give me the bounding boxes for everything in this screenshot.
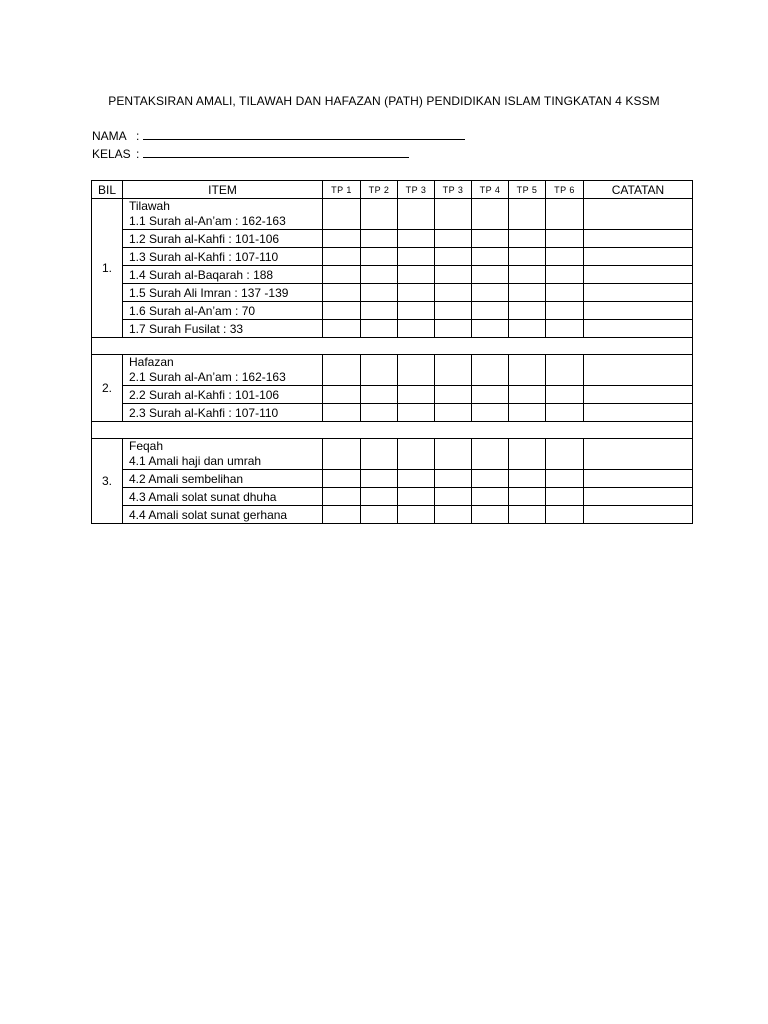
item-cell	[123, 230, 323, 248]
score-cell[interactable]	[398, 355, 435, 386]
score-cell[interactable]	[323, 488, 361, 506]
score-cell[interactable]	[323, 386, 361, 404]
score-cell[interactable]	[361, 470, 398, 488]
score-cell[interactable]	[323, 320, 361, 338]
score-cell[interactable]	[398, 404, 435, 422]
item-label: 1.2 Surah al-Kahfi : 101-106	[129, 231, 280, 246]
table-row	[92, 404, 693, 422]
score-cell[interactable]	[361, 386, 398, 404]
nama-label: NAMA	[92, 129, 127, 143]
item-label: 1.3 Surah al-Kahfi : 107-110	[129, 249, 279, 264]
section-heading: Feqah	[129, 439, 164, 453]
catatan-cell[interactable]	[584, 302, 693, 320]
score-cell[interactable]	[509, 199, 546, 230]
score-cell[interactable]	[472, 199, 509, 230]
score-cell[interactable]	[398, 199, 435, 230]
score-cell[interactable]	[472, 470, 509, 488]
score-cell[interactable]	[509, 248, 546, 266]
score-cell[interactable]	[323, 248, 361, 266]
score-cell[interactable]	[546, 284, 584, 302]
nama-separator: :	[136, 129, 140, 143]
item-cell	[123, 199, 323, 230]
score-cell[interactable]	[509, 404, 546, 422]
score-cell[interactable]	[509, 320, 546, 338]
score-cell[interactable]	[361, 404, 398, 422]
score-cell[interactable]	[472, 284, 509, 302]
header-tp3-second: TP 3	[435, 181, 472, 199]
score-cell[interactable]	[435, 506, 472, 524]
score-cell[interactable]	[509, 302, 546, 320]
table-row	[92, 439, 693, 470]
score-cell[interactable]	[435, 248, 472, 266]
score-cell[interactable]	[323, 470, 361, 488]
score-cell[interactable]	[546, 355, 584, 386]
score-cell[interactable]	[546, 439, 584, 470]
score-cell[interactable]	[472, 386, 509, 404]
catatan-cell[interactable]	[584, 488, 693, 506]
score-cell[interactable]	[546, 404, 584, 422]
item-cell	[123, 302, 323, 320]
score-cell[interactable]	[398, 320, 435, 338]
table-row	[92, 230, 693, 248]
catatan-cell[interactable]	[584, 199, 693, 230]
item-cell	[123, 248, 323, 266]
score-cell[interactable]	[435, 404, 472, 422]
catatan-cell[interactable]	[584, 320, 693, 338]
table-row	[92, 355, 693, 386]
score-cell[interactable]	[323, 199, 361, 230]
score-cell[interactable]	[398, 230, 435, 248]
score-cell[interactable]	[398, 488, 435, 506]
score-cell[interactable]	[435, 302, 472, 320]
spacer-row	[92, 338, 693, 355]
score-cell[interactable]	[361, 248, 398, 266]
item-cell	[123, 320, 323, 338]
score-cell[interactable]	[546, 320, 584, 338]
score-cell[interactable]	[435, 355, 472, 386]
item-cell	[123, 470, 323, 488]
item-label: 2.2 Surah al-Kahfi : 101-106	[129, 387, 280, 402]
score-cell[interactable]	[323, 439, 361, 470]
header-tp2: TP 2	[361, 181, 398, 199]
table-body	[92, 199, 693, 524]
score-cell[interactable]	[323, 230, 361, 248]
item-label: 1.5 Surah Ali Imran : 137 -139	[129, 285, 289, 300]
item-cell	[123, 488, 323, 506]
kelas-field	[92, 147, 409, 161]
score-cell[interactable]	[509, 230, 546, 248]
score-cell[interactable]	[546, 488, 584, 506]
header-tp4: TP 4	[472, 181, 509, 199]
score-cell[interactable]	[509, 470, 546, 488]
score-cell[interactable]	[361, 266, 398, 284]
score-cell[interactable]	[398, 266, 435, 284]
kelas-blank-line[interactable]	[143, 147, 409, 158]
score-cell[interactable]	[361, 320, 398, 338]
score-cell[interactable]	[509, 439, 546, 470]
score-cell[interactable]	[472, 320, 509, 338]
item-label: 2.3 Surah al-Kahfi : 107-110	[129, 405, 279, 420]
score-cell[interactable]	[435, 386, 472, 404]
section-number: 2.	[92, 355, 123, 422]
table-row	[92, 302, 693, 320]
score-cell[interactable]	[472, 355, 509, 386]
table-row	[92, 266, 693, 284]
score-cell[interactable]	[398, 284, 435, 302]
section-heading: Tilawah	[129, 199, 170, 213]
score-cell[interactable]	[472, 266, 509, 284]
score-cell[interactable]	[509, 506, 546, 524]
kelas-label: KELAS	[92, 147, 131, 161]
table-row	[92, 386, 693, 404]
score-cell[interactable]	[361, 199, 398, 230]
table-row	[92, 284, 693, 302]
header-row	[92, 181, 693, 199]
score-cell[interactable]	[398, 506, 435, 524]
item-label: 1.7 Surah Fusilat : 33	[129, 321, 244, 336]
score-cell[interactable]	[361, 284, 398, 302]
table-row	[92, 199, 693, 230]
score-cell[interactable]	[546, 470, 584, 488]
score-cell[interactable]	[361, 488, 398, 506]
item-label: 1.6 Surah al-An’am : 70	[129, 303, 256, 318]
score-cell[interactable]	[435, 266, 472, 284]
score-cell[interactable]	[323, 355, 361, 386]
score-cell[interactable]	[472, 439, 509, 470]
item-label: 4.4 Amali solat sunat gerhana	[129, 507, 288, 522]
score-cell[interactable]	[509, 488, 546, 506]
item-label: 4.2 Amali sembelihan	[129, 471, 244, 486]
score-cell[interactable]	[361, 230, 398, 248]
catatan-cell[interactable]	[584, 404, 693, 422]
score-cell[interactable]	[323, 404, 361, 422]
catatan-cell[interactable]	[584, 470, 693, 488]
score-cell[interactable]	[546, 230, 584, 248]
score-cell[interactable]	[546, 199, 584, 230]
spacer-cell	[92, 422, 693, 439]
item-cell	[123, 506, 323, 524]
score-cell[interactable]	[435, 320, 472, 338]
header-tp6: TP 6	[546, 181, 584, 199]
spacer-row	[92, 422, 693, 439]
section-number: 3.	[92, 439, 123, 524]
score-cell[interactable]	[435, 284, 472, 302]
item-cell	[123, 439, 323, 470]
nama-blank-line[interactable]	[143, 129, 465, 140]
header-item: ITEM	[123, 181, 323, 199]
item-cell	[123, 386, 323, 404]
header-tp3: TP 3	[398, 181, 435, 199]
table-row	[92, 248, 693, 266]
score-cell[interactable]	[546, 266, 584, 284]
item-label: 1.1 Surah al-An’am : 162-163	[129, 214, 286, 228]
score-cell[interactable]	[435, 230, 472, 248]
score-cell[interactable]	[323, 302, 361, 320]
nama-field	[92, 129, 465, 143]
score-cell[interactable]	[435, 199, 472, 230]
item-cell	[123, 355, 323, 386]
kelas-separator: :	[136, 147, 140, 161]
catatan-cell[interactable]	[584, 266, 693, 284]
header-bil: BIL	[92, 181, 123, 199]
score-cell[interactable]	[509, 386, 546, 404]
score-cell[interactable]	[435, 470, 472, 488]
item-label: 1.4 Surah al-Baqarah : 188	[129, 267, 274, 282]
score-cell[interactable]	[472, 302, 509, 320]
table-row	[92, 470, 693, 488]
header-catatan: CATATAN	[584, 181, 693, 199]
score-cell[interactable]	[323, 284, 361, 302]
score-cell[interactable]	[361, 302, 398, 320]
catatan-cell[interactable]	[584, 355, 693, 386]
item-label: 4.1 Amali haji dan umrah	[129, 454, 262, 468]
header-tp5: TP 5	[509, 181, 546, 199]
catatan-cell[interactable]	[584, 439, 693, 470]
score-cell[interactable]	[361, 439, 398, 470]
assessment-table	[91, 180, 693, 524]
score-cell[interactable]	[472, 230, 509, 248]
score-cell[interactable]	[435, 439, 472, 470]
catatan-cell[interactable]	[584, 506, 693, 524]
score-cell[interactable]	[323, 266, 361, 284]
section-number: 1.	[92, 199, 123, 338]
catatan-cell[interactable]	[584, 284, 693, 302]
catatan-cell[interactable]	[584, 386, 693, 404]
score-cell[interactable]	[398, 302, 435, 320]
table-row	[92, 506, 693, 524]
score-cell[interactable]	[546, 386, 584, 404]
item-cell	[123, 284, 323, 302]
score-cell[interactable]	[509, 355, 546, 386]
score-cell[interactable]	[398, 439, 435, 470]
spacer-cell	[92, 338, 693, 355]
score-cell[interactable]	[472, 488, 509, 506]
section-heading: Hafazan	[129, 355, 174, 369]
score-cell[interactable]	[472, 404, 509, 422]
score-cell[interactable]	[546, 302, 584, 320]
item-cell	[123, 266, 323, 284]
score-cell[interactable]	[472, 248, 509, 266]
score-cell[interactable]	[398, 470, 435, 488]
table-row	[92, 320, 693, 338]
score-cell[interactable]	[509, 266, 546, 284]
score-cell[interactable]	[509, 284, 546, 302]
item-cell	[123, 404, 323, 422]
header-tp1: TP 1	[323, 181, 361, 199]
document-title: PENTAKSIRAN AMALI, TILAWAH DAN HAFAZAN (PATH) PENDIDIKAN ISLAM TINGKATAN 4 KSSM	[108, 94, 660, 108]
score-cell[interactable]	[398, 386, 435, 404]
score-cell[interactable]	[398, 248, 435, 266]
score-cell[interactable]	[546, 506, 584, 524]
item-label: 2.1 Surah al-An’am : 162-163	[129, 370, 286, 384]
table-row	[92, 488, 693, 506]
score-cell[interactable]	[361, 506, 398, 524]
score-cell[interactable]	[435, 488, 472, 506]
score-cell[interactable]	[323, 506, 361, 524]
score-cell[interactable]	[361, 355, 398, 386]
catatan-cell[interactable]	[584, 248, 693, 266]
score-cell[interactable]	[472, 506, 509, 524]
catatan-cell[interactable]	[584, 230, 693, 248]
item-label: 4.3 Amali solat sunat dhuha	[129, 489, 277, 504]
score-cell[interactable]	[546, 248, 584, 266]
